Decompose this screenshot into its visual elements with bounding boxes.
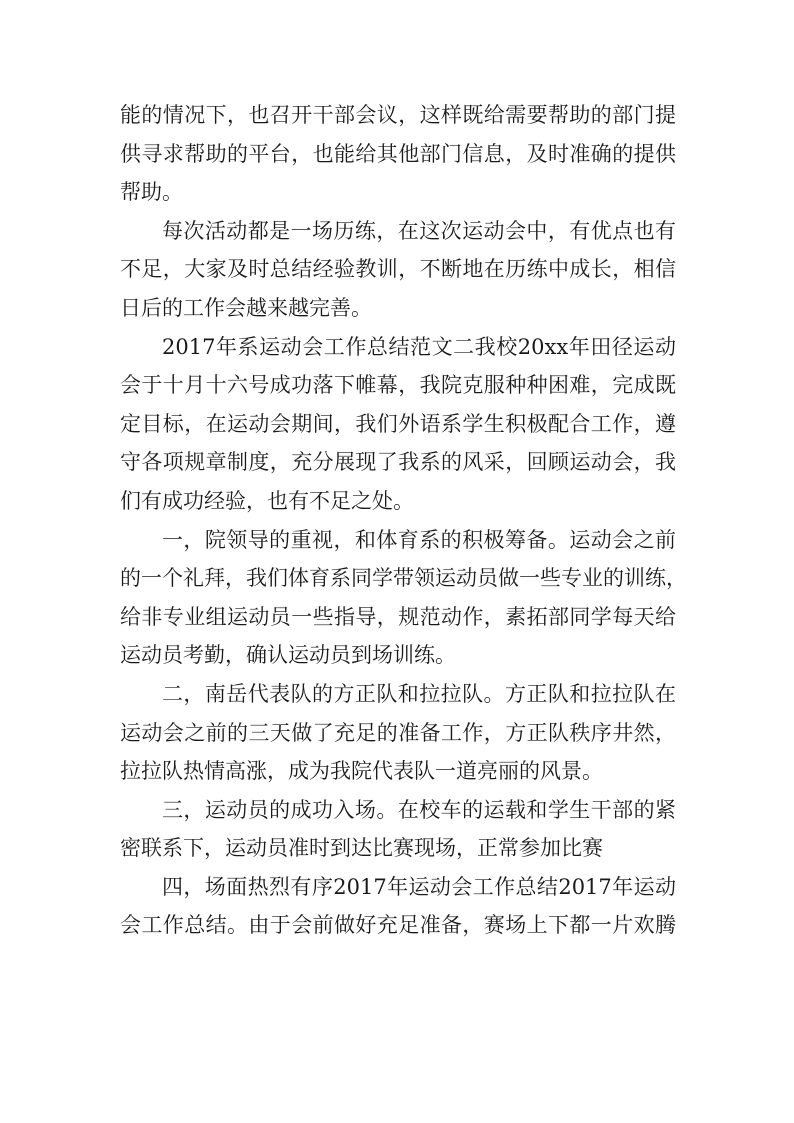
text-line: 日后的工作会越来越完善。: [120, 295, 372, 320]
text-line: 会工作总结。由于会前做好充足准备，赛场上下都一片欢腾: [120, 913, 676, 938]
text-line: 2017年系运动会工作总结范文二我校20xx年田径运动: [162, 334, 676, 359]
paragraph-2: [120, 212, 676, 328]
text-line: 能的情况下，也召开干部会议，这样既给需要帮助的部门提: [120, 103, 676, 127]
text-line: 的一个礼拜，我们体育系同学带领运动员做一些专业的训练，: [120, 566, 687, 591]
text-line: 密联系下，运动员准时到达比赛现场，正常参加比赛: [120, 836, 603, 861]
text-line: 二，南岳代表队的方正队和拉拉队。方正队和拉拉队在: [162, 681, 676, 706]
paragraph-4: [120, 521, 687, 675]
text-line: 每次活动都是一场历练，在这次运动会中，有优点也有: [162, 218, 676, 243]
text-line: 帮助。: [120, 180, 183, 205]
paragraph-3: [120, 328, 676, 521]
text-line: 给非专业组运动员一些指导，规范动作，素拓部同学每天给: [120, 604, 676, 629]
text-line: 供寻求帮助的平台，也能给其他部门信息，及时准确的提供: [120, 141, 676, 166]
text-line: 拉拉队热情高涨，成为我院代表队一道亮丽的风景。: [120, 759, 603, 784]
text-line: 不足，大家及时总结经验教训，不断地在历练中成长，相信: [120, 257, 676, 282]
text-line: 四，场面热烈有序2017年运动会工作总结2017年运动: [162, 874, 676, 899]
text-line: 运动员考勤，确认运动员到场训练。: [120, 643, 456, 668]
text-line: 运动会之前的三天做了充足的准备工作，方正队秩序井然，: [120, 720, 676, 745]
paragraph-1: [120, 96, 676, 212]
paragraph-6: [120, 791, 676, 868]
body-text: [120, 96, 687, 945]
text-line: 守各项规章制度，充分展现了我系的风采，回顾运动会，我: [120, 450, 676, 475]
text-line: 定目标，在运动会期间，我们外语系学生积极配合工作，遵: [120, 411, 676, 436]
text-line: 三，运动员的成功入场。在校车的运载和学生干部的紧: [162, 797, 676, 822]
paragraph-7: [120, 868, 676, 945]
text-line: 一，院领导的重视，和体育系的积极筹备。运动会之前: [162, 527, 676, 552]
text-line: 们有成功经验，也有不足之处。: [120, 488, 414, 513]
paragraph-5: [120, 675, 676, 791]
text-line: 会于十月十六号成功落下帷幕，我院克服种种困难，完成既: [120, 373, 676, 398]
